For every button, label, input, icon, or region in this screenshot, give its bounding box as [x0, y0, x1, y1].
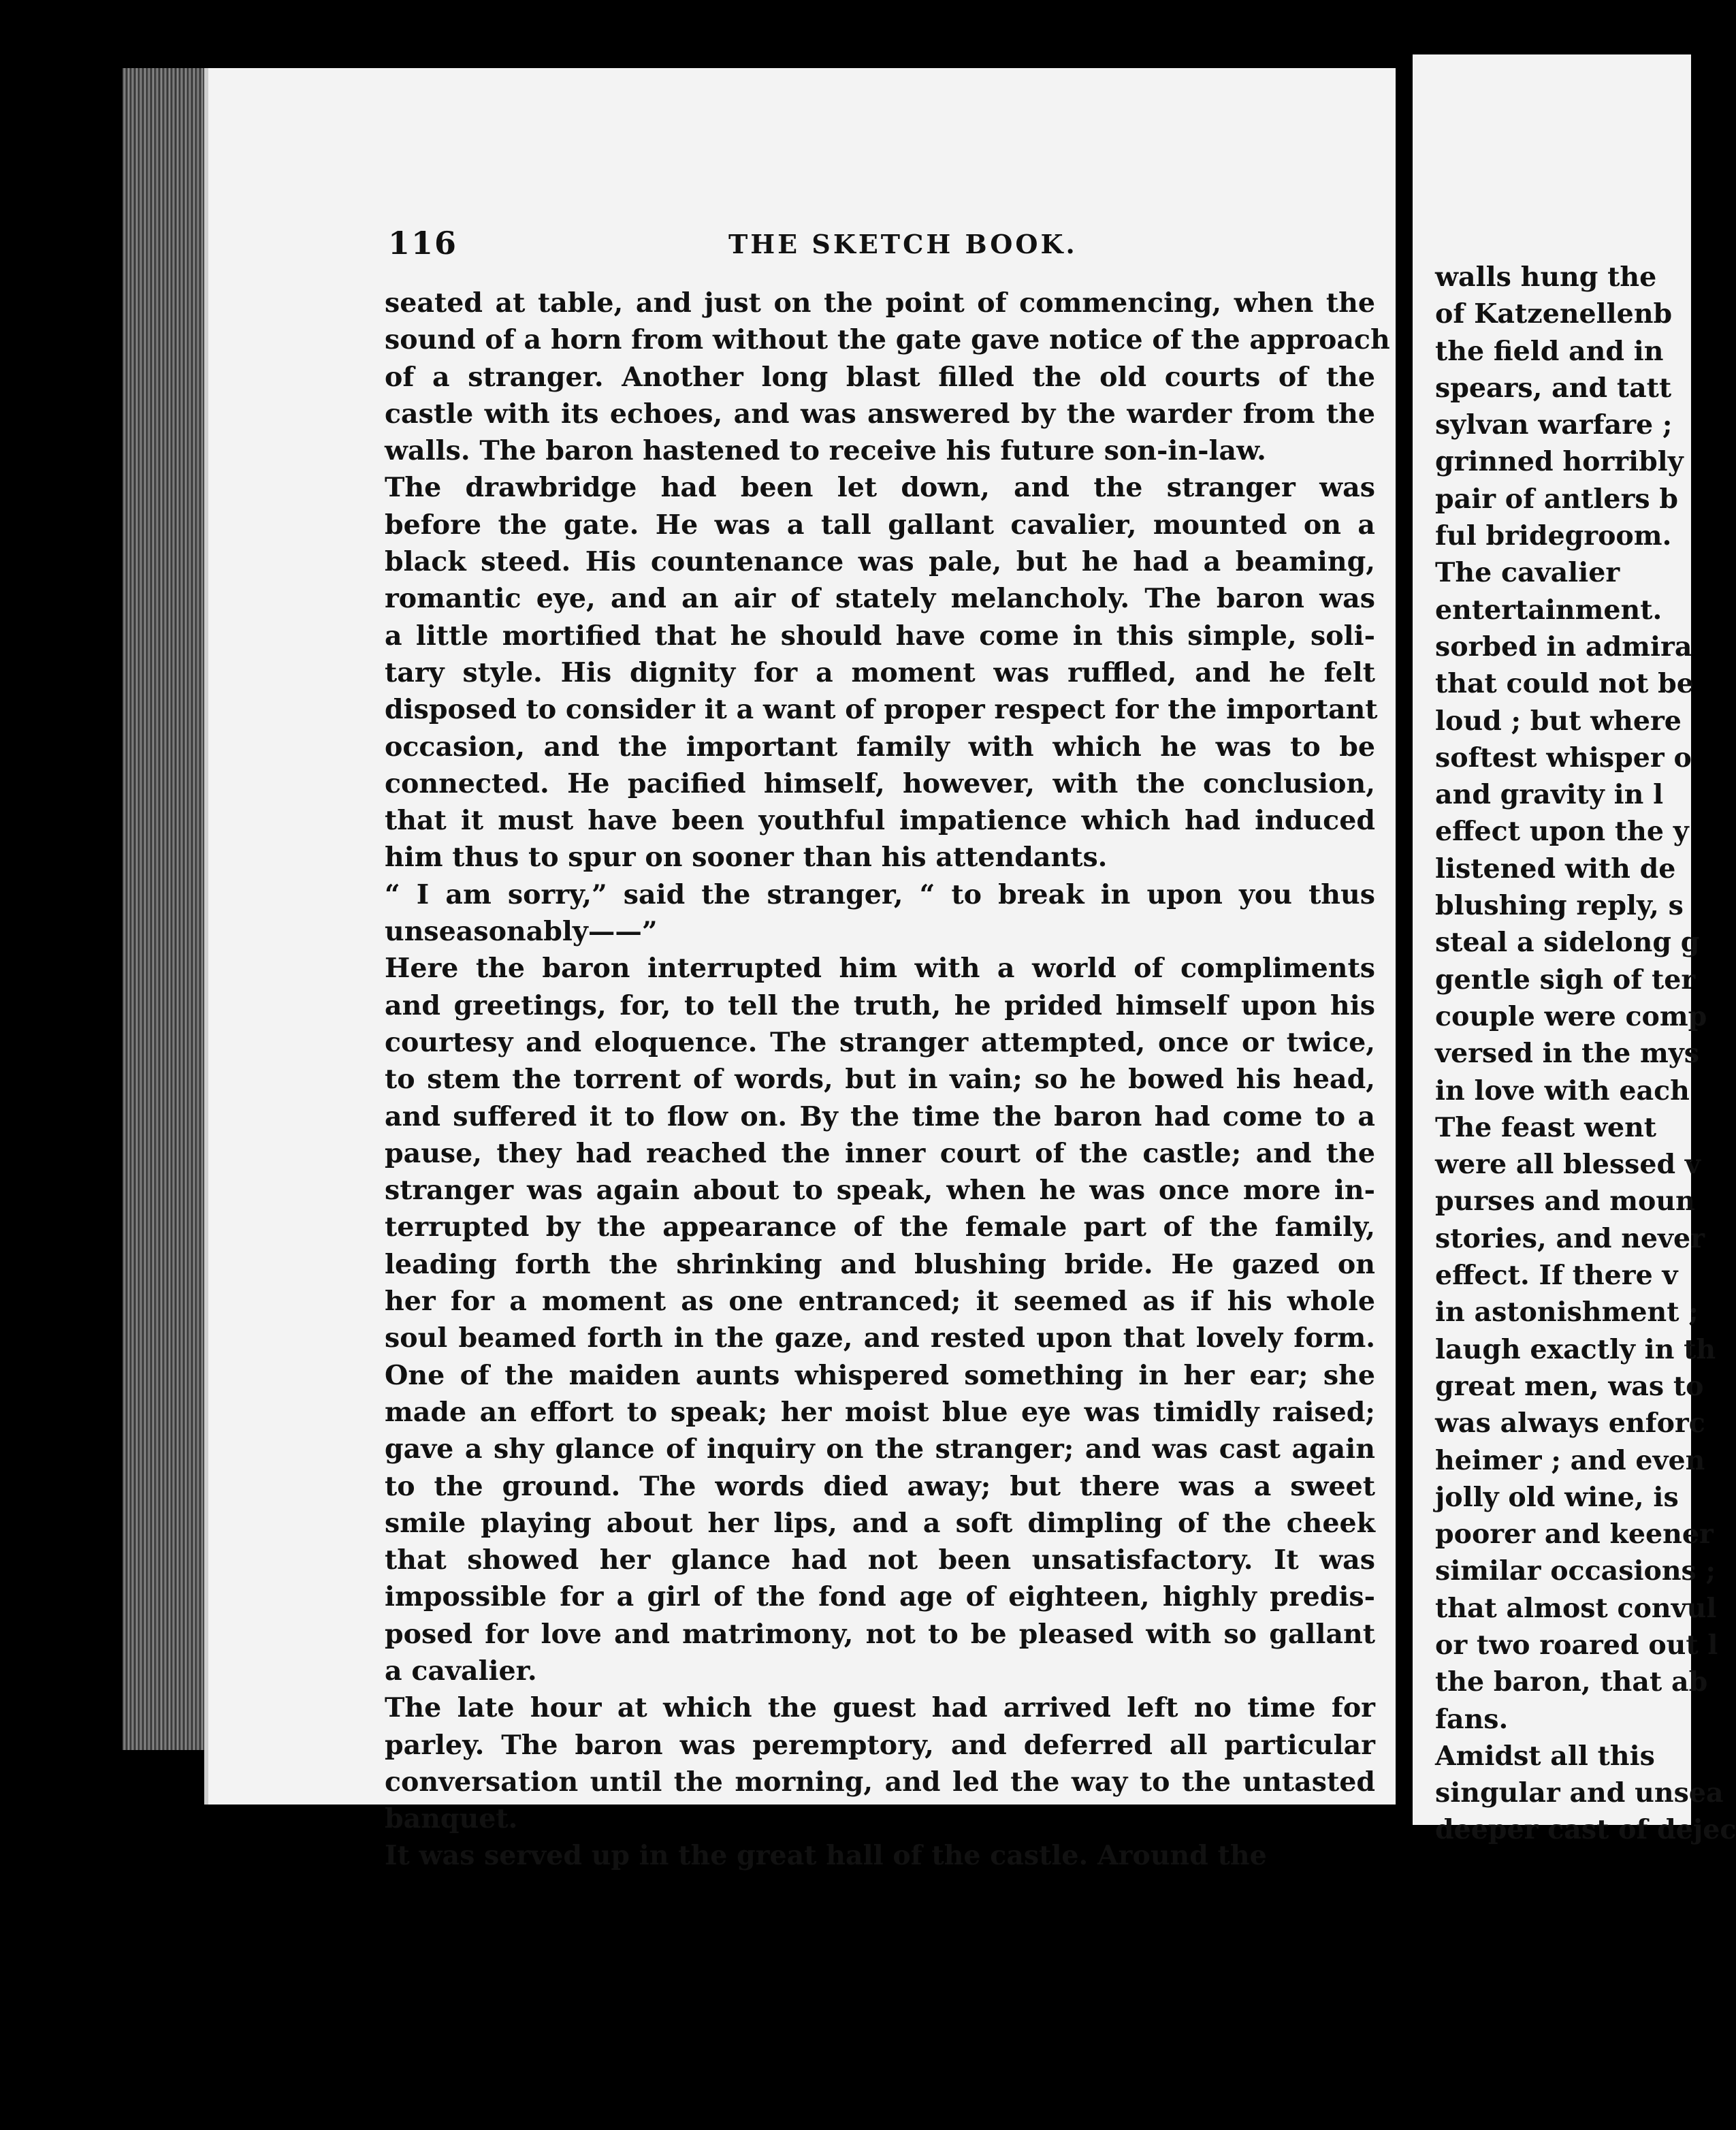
text-line: leading forth the shrinking and blushing bride. He gazed on [385, 1248, 1375, 1280]
text-line: that could not be [1435, 668, 1694, 700]
text-line: seated at table, and just on the point of commencing, when the [385, 287, 1375, 319]
text-line: loud ; but where [1435, 705, 1682, 737]
text-line: that showed her glance had not been unsatisfactory. It was [385, 1544, 1375, 1576]
text-line: sound of a horn from without the gate gave notice of the approach [385, 324, 1390, 356]
text-line: terrupted by the appearance of the female part of the family, [385, 1211, 1375, 1243]
text-line: that almost convul [1435, 1592, 1717, 1624]
text-line: smile playing about her lips, and a soft dimpling of the cheek [385, 1507, 1375, 1539]
text-line: soul beamed forth in the gaze, and rested upon that lovely form. [385, 1322, 1375, 1354]
text-line: in astonishment ; [1435, 1297, 1699, 1329]
text-line: The cavalier [1435, 557, 1620, 589]
text-line: effect upon the y [1435, 816, 1689, 848]
text-line: romantic eye, and an air of stately melancholy. The baron was [385, 583, 1375, 615]
text-line: connected. He pacified himself, however, with the conclusion, [385, 767, 1375, 799]
text-line: impossible for a girl of the fond age of eighteen, highly predis- [385, 1581, 1375, 1613]
text-line: versed in the mys [1435, 1038, 1699, 1070]
text-line: jolly old wine, is [1435, 1481, 1679, 1513]
text-line: poorer and keener [1435, 1519, 1714, 1551]
running-head [388, 225, 1375, 279]
text-line: steal a sidelong g [1435, 927, 1700, 959]
text-line: laugh exactly in th [1435, 1333, 1716, 1365]
text-line: “ I am sorry,” said the stranger, “ to break in upon you thus [385, 878, 1375, 910]
text-line: and greetings, for, to tell the truth, he prided himself upon his [385, 989, 1375, 1021]
text-line: a little mortified that he should have come in this simple, soli- [385, 620, 1375, 652]
text-line: The late hour at which the guest had arrived left no time for [385, 1692, 1375, 1724]
text-line: pause, they had reached the inner court of the castle; and the [385, 1137, 1375, 1169]
text-line: made an effort to speak; her moist blue eye was timidly raised; [385, 1396, 1375, 1428]
text-line: effect. If there v [1435, 1260, 1678, 1292]
text-line: couple were comp [1435, 1000, 1707, 1032]
text-line: was always enforc [1435, 1408, 1705, 1440]
page-number: 116 [388, 225, 458, 261]
text-line: were all blessed v [1435, 1149, 1701, 1181]
text-line: that it must have been youthful impatience which had induced [385, 805, 1375, 837]
text-line: ful bridegroom. [1435, 520, 1672, 552]
text-line: softest whisper o [1435, 742, 1692, 774]
text-line: and gravity in l [1435, 779, 1664, 811]
text-line: fans. [1435, 1703, 1509, 1735]
right-page-body-text [1435, 259, 1736, 1849]
text-line: Amidst all this [1435, 1740, 1655, 1772]
text-line: entertainment. [1435, 594, 1662, 626]
text-line: walls. The baron hastened to receive his future son-in-law. [385, 435, 1266, 467]
text-line: gentle sigh of ter [1435, 964, 1696, 996]
text-line: unseasonably——” [385, 916, 658, 948]
text-line: stories, and never [1435, 1222, 1705, 1254]
text-line: deeper cast of dejec [1435, 1814, 1736, 1846]
text-line: blushing reply, s [1435, 890, 1684, 922]
text-line: gave a shy glance of inquiry on the stranger; and was cast again [385, 1433, 1375, 1465]
text-line: singular and unsea [1435, 1777, 1724, 1809]
text-line: spears, and tatt [1435, 372, 1672, 404]
text-line: castle with its echoes, and was answered by the warder from the [385, 398, 1375, 430]
text-line: the baron, that ab [1435, 1666, 1708, 1698]
text-line: stranger was again about to speak, when he was once more in- [385, 1175, 1375, 1207]
text-line: of Katzenellenb [1435, 298, 1673, 330]
running-head-title: THE SKETCH BOOK. [728, 229, 1078, 259]
text-line: One of the maiden aunts whispered something in her ear; she [385, 1359, 1375, 1391]
text-line: black steed. His countenance was pale, but he had a beaming, [385, 546, 1375, 578]
text-line: in love with each [1435, 1075, 1690, 1107]
text-line: banquet. [385, 1803, 518, 1835]
text-line: The drawbridge had been let down, and the stranger was [385, 472, 1375, 504]
page-gutter [1396, 54, 1413, 1825]
text-line: and suffered it to flow on. By the time the baron had come to a [385, 1100, 1375, 1132]
text-line: grinned horribly [1435, 446, 1684, 478]
text-line: pair of antlers b [1435, 483, 1678, 515]
text-line: or two roared out l [1435, 1629, 1718, 1661]
text-line: purses and moun [1435, 1186, 1695, 1218]
text-line: conversation until the morning, and led the way to the untasted [385, 1766, 1375, 1798]
text-line: Here the baron interrupted him with a world of compliments [385, 953, 1375, 985]
text-line: courtesy and eloquence. The stranger attempted, once or twice, [385, 1026, 1375, 1058]
text-line: walls hung the [1435, 261, 1657, 293]
text-line: to the ground. The words died away; but there was a sweet [385, 1470, 1375, 1502]
text-line: occasion, and the important family with which he was to be [385, 731, 1375, 763]
text-line: parley. The baron was peremptory, and deferred all particular [385, 1729, 1375, 1761]
text-line: her for a moment as one entranced; it seemed as if his whole [385, 1286, 1375, 1318]
text-line: sorbed in admira [1435, 631, 1692, 663]
text-line: The feast went [1435, 1111, 1657, 1143]
text-line: heimer ; and even [1435, 1444, 1705, 1476]
book-page-edges [123, 68, 211, 1750]
text-line: before the gate. He was a tall gallant cavalier, mounted on a [385, 509, 1375, 541]
text-line: tary style. His dignity for a moment was ruffled, and he felt [385, 656, 1375, 688]
text-line: to stem the torrent of words, but in vain; so he bowed his head, [385, 1064, 1375, 1096]
text-line: great men, was to [1435, 1370, 1704, 1402]
text-line: the field and in [1435, 335, 1664, 367]
left-page-body-text [385, 285, 1390, 1875]
text-line: a cavalier. [385, 1655, 537, 1687]
text-line: of a stranger. Another long blast filled the old courts of the [385, 361, 1375, 393]
text-line: posed for love and matrimony, not to be pleased with so gallant [385, 1618, 1375, 1650]
text-line: him thus to spur on sooner than his attendants. [385, 842, 1108, 874]
text-line: sylvan warfare ; [1435, 409, 1673, 441]
text-line: disposed to consider it a want of proper respect for the important [385, 694, 1378, 726]
text-line: listened with de [1435, 853, 1676, 885]
text-line: It was served up in the great hall of the castle. Around the [385, 1840, 1267, 1872]
text-line: similar occasions ; [1435, 1555, 1716, 1587]
